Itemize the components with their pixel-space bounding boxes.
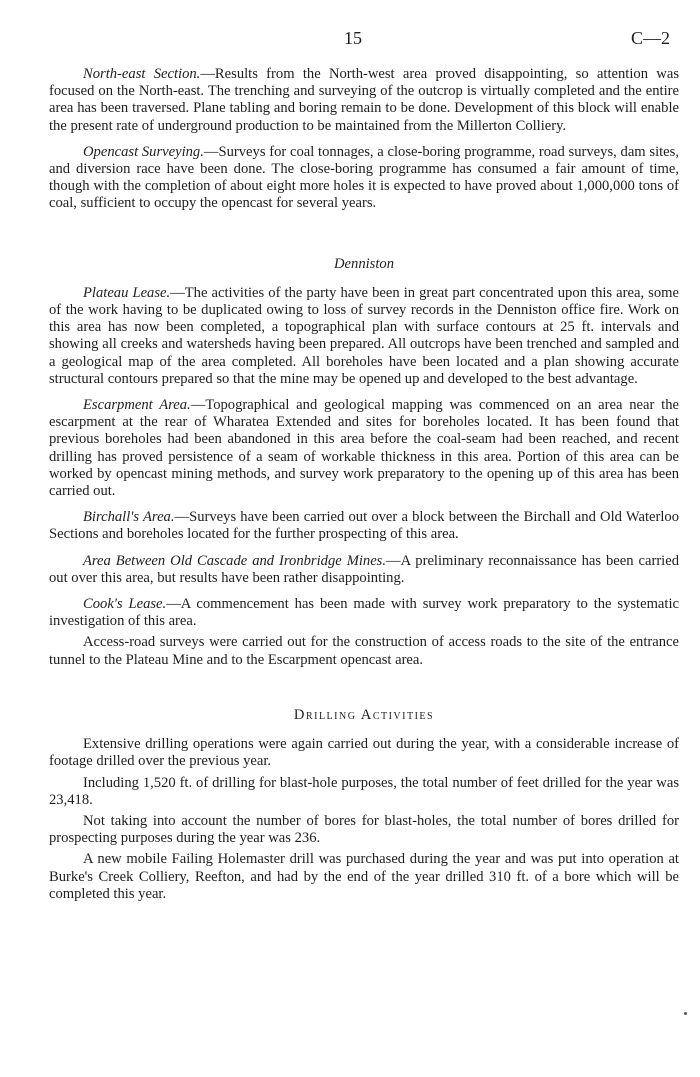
subhead-opencast: Opencast Surveying. (83, 143, 204, 160)
paragraph-plateau (49, 285, 679, 388)
text-north-east: —Results from the North-west area proved disappointing, so attention was focused on the North-east. The trenching and surveying of the outcrop is virtually completed and the entire area has been traversed. Plane tabling and boring remain to be done. Development of this block will enable the present rate of underground production to be maintained from the Millerton Colliery. (49, 66, 679, 134)
paragraph-access-roads: Access-road surveys were carried out for the construction of access roads to the site of the entrance tunnel to the Plateau Mine and to the Escarpment opencast area. (49, 634, 679, 668)
paragraph-north-east (49, 66, 679, 135)
paragraph-drilling-4: A new mobile Failing Holemaster drill was purchased during the year and was put into operation at Burke's Creek Colliery, Reefton, and had by the end of the year drilled 310 ft. of a bore which will be completed this year. (49, 851, 679, 902)
text-cascade: —A preliminary reconnaissance has been carried out over this area, but results have been rather disappointing. (49, 552, 680, 586)
paragraph-escarpment (49, 397, 679, 500)
paragraph-drilling-1: Extensive drilling operations were again carried out during the year, with a considerable increase of footage drilled over the previous year. (49, 736, 679, 770)
subhead-cooks: Cook's Lease. (83, 596, 167, 613)
text-plateau: —The activities of the party have been in great part concentrated upon this area, some of the work having to be duplicated owing to loss of survey records in the Denniston office fire. Work on this area has now been completed, a topographical plan with surface contours at 25 ft. intervals and showing all creeks and watersheds having been prepared. All outcrops have been trenched and sampled and a geological map of the area completed. All boreholes have been located and a plan showing accurate structural contours prepared so that the mine may be opened up and developed to the best advantage. (49, 284, 679, 387)
paragraph-cooks (49, 596, 679, 630)
text-birchall: —Surveys have been carried out over a block between the Birchall and Old Waterloo Sections and boreholes located for the further prospecting of this area. (49, 509, 680, 543)
paragraph-opencast (49, 144, 679, 213)
subhead-plateau: Plateau Lease. (83, 284, 171, 301)
paragraph-drilling-2: Including 1,520 ft. of drilling for blast-hole purposes, the total number of feet drilled for the year was 23,418. (49, 774, 679, 808)
subhead-north-east: North-east Section. (83, 66, 201, 82)
document-reference: C—2 (630, 28, 670, 48)
paragraph-drilling-3: Not taking into account the number of bores for blast-holes, the total number of bores drilled for prospecting purposes during the year was 236. (49, 812, 679, 847)
section-heading-denniston: Denniston (334, 255, 394, 272)
text-escarpment: —Topographical and geological mapping was commenced on an area near the escarpment at the rear of Wharatea Extended and sites for boreholes located. It has been found that previous boreholes had been abandoned in this area before the coal-seam had been reached, and recent drilling has proved persistence of a seam of workable thickness in this area. Portion of this area can be worked by opencast mining methods, and survey work preparatory to the opening up of this area has been carried out. (49, 397, 679, 500)
subhead-birchall: Birchall's Area. (83, 509, 175, 526)
text-opencast: —Surveys for coal tonnages, a close-boring programme, road surveys, dam sites, and diversion race have been done. The close-boring programme has consumed a fair amount of time, though with the completion of about eight more holes it is expected to have proved about 1,000,000 tons of coal, sufficient to occupy the opencast for several years. (49, 143, 679, 212)
print-speck (684, 1012, 687, 1015)
document-body (49, 66, 679, 912)
section-heading-drilling: Drilling Activities (293, 706, 435, 723)
paragraph-cascade (49, 553, 679, 587)
page-number: 15 (344, 28, 362, 48)
text-cooks: —A commencement has been made with survey work preparatory to the systematic investigation of this area. (49, 596, 679, 630)
subhead-cascade: Area Between Old Cascade and Ironbridge Mines. (83, 552, 387, 569)
paragraph-birchall (49, 509, 679, 543)
page-header (0, 28, 700, 48)
subhead-escarpment: Escarpment Area. (83, 397, 191, 414)
